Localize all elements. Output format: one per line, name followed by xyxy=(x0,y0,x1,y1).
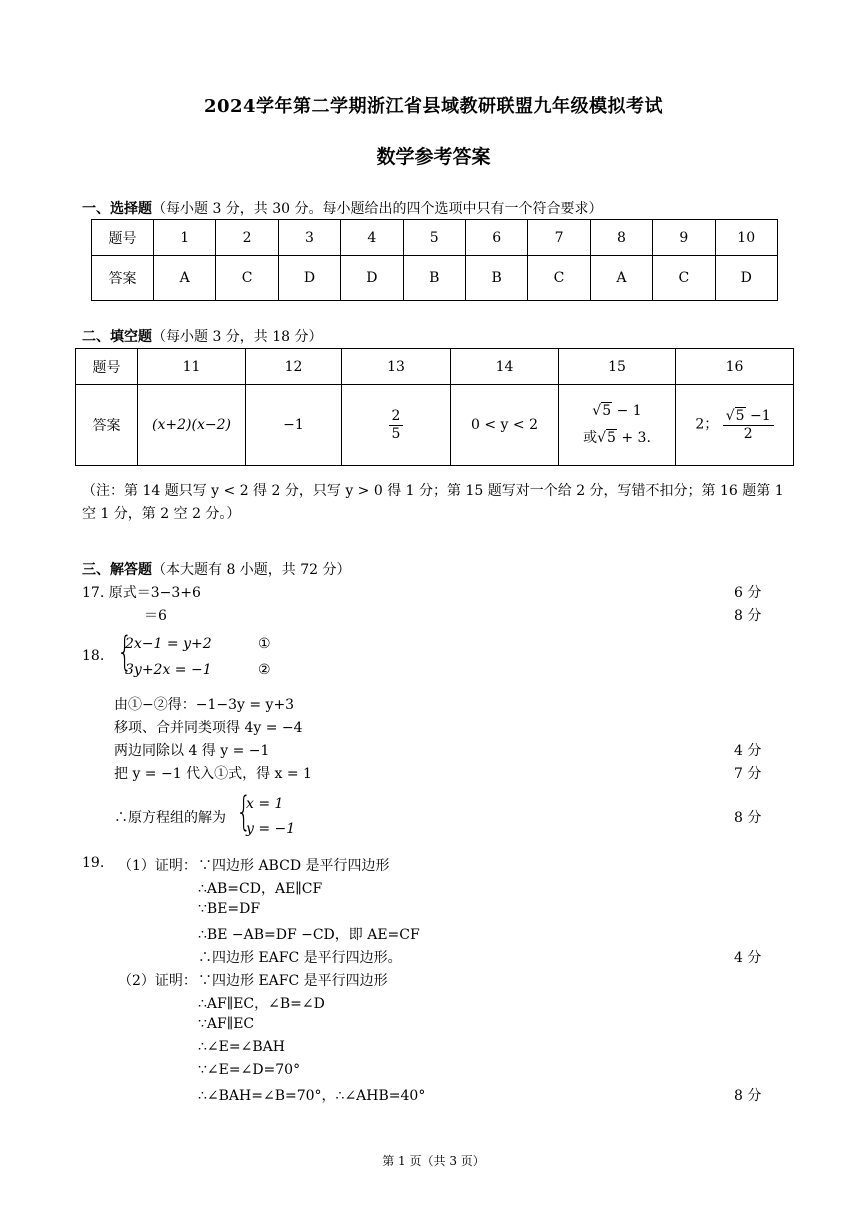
row-label-question: 题号 xyxy=(92,220,154,256)
q19-p1-line5: ∴四边形 EAFC 是平行四边形。 xyxy=(198,950,402,966)
sqrt: √5 xyxy=(597,430,616,446)
choice-number: 9 xyxy=(653,220,715,256)
q19-p2-line3: ∵AF∥EC xyxy=(198,1016,255,1032)
sqrt: √5 xyxy=(725,408,745,425)
fill-remark-line2: 空 1 分，第 2 空 2 分。） xyxy=(82,506,241,522)
numerator-rest: −1 xyxy=(745,408,771,425)
fill-number: 12 xyxy=(246,349,342,385)
section2-note: （每小题 3 分，共 18 分） xyxy=(152,329,323,345)
fraction xyxy=(723,408,774,441)
choice-answer: C xyxy=(216,256,278,301)
section2-heading xyxy=(82,326,323,346)
answer-16-first: 2； xyxy=(695,417,719,433)
q18-score4: 7 分 xyxy=(734,766,762,782)
q19-p2-line6: ∴∠BAH=∠B=70°，∴∠AHB=40° xyxy=(198,1088,426,1104)
q18-step5: ∴原方程组的解为 xyxy=(114,810,226,826)
page-title: 2024学年第二学期浙江省县域教研联盟九年级模拟考试 xyxy=(203,96,664,117)
choice-answer: C xyxy=(528,256,590,301)
fraction xyxy=(389,408,404,441)
sqrt: √5 xyxy=(592,403,612,420)
answer-15 xyxy=(559,385,676,466)
q19-part2-label: （2）证明： xyxy=(118,973,197,989)
fill-answer-row xyxy=(76,385,794,466)
fraction-denominator: 5 xyxy=(391,425,401,442)
fill-answer-table xyxy=(75,348,794,466)
q19-p2-line1: ∵四边形 EAFC 是平行四边形 xyxy=(198,973,388,989)
q18-eq2-tag: ② xyxy=(258,662,271,678)
section3-title: 三、解答题 xyxy=(82,562,152,578)
choice-answer: D xyxy=(341,256,403,301)
q18-step4: 把 y = −1 代入①式，得 x = 1 xyxy=(114,766,312,782)
q19-part1-label: （1）证明： xyxy=(118,858,197,874)
q18-label: 18. xyxy=(82,648,105,664)
answer-16 xyxy=(676,385,794,466)
choice-answer-row xyxy=(92,256,778,301)
q19-p2-line5: ∵∠E=∠D=70° xyxy=(198,1062,301,1078)
q18-eq1: 2x−1 = y+2 xyxy=(125,636,212,652)
row-label-answer: 答案 xyxy=(92,256,154,301)
section3-heading xyxy=(82,559,351,579)
q17-line2: ＝6 xyxy=(144,608,167,624)
row-label-answer: 答案 xyxy=(76,385,138,466)
choice-answer: B xyxy=(403,256,465,301)
answer-14: 0 < y < 2 xyxy=(451,385,559,466)
answer-15-line1 xyxy=(559,398,675,425)
q18-step2: 移项、合并同类项得 4y = −4 xyxy=(114,720,303,736)
choice-answer: A xyxy=(154,256,216,301)
q17-score1: 6 分 xyxy=(734,585,762,601)
q18-score3: 4 分 xyxy=(734,743,762,759)
choice-answer: B xyxy=(465,256,527,301)
page-footer: 第 1 页（共 3 页） xyxy=(382,1154,485,1168)
choice-answer: C xyxy=(653,256,715,301)
row-label-question: 题号 xyxy=(76,349,138,385)
choice-number: 6 xyxy=(465,220,527,256)
q18-eq2: 3y+2x = −1 xyxy=(125,662,212,678)
page-subtitle: 数学参考答案 xyxy=(376,146,491,168)
fill-number: 11 xyxy=(138,349,246,385)
section1-heading xyxy=(82,198,603,218)
fill-number: 14 xyxy=(451,349,559,385)
fill-number: 13 xyxy=(342,349,451,385)
choice-number: 5 xyxy=(403,220,465,256)
q17-score2: 8 分 xyxy=(734,608,762,624)
choice-number: 7 xyxy=(528,220,590,256)
fill-number: 15 xyxy=(559,349,676,385)
q18-eq1-tag: ① xyxy=(258,636,271,652)
equation-brace: { xyxy=(117,629,133,675)
radicand: 5 xyxy=(735,408,745,425)
choice-number: 10 xyxy=(715,220,777,256)
answer-11: (x+2)(x−2) xyxy=(138,385,246,466)
q19-p1-line3: ∵BE=DF xyxy=(198,901,261,917)
q19-p1-score: 4 分 xyxy=(734,950,762,966)
choice-number: 4 xyxy=(341,220,403,256)
choice-number-row xyxy=(92,220,778,256)
section2-title: 二、填空题 xyxy=(82,329,152,345)
section3-note: （本大题有 8 小题，共 72 分） xyxy=(152,562,351,578)
answer-12: −1 xyxy=(246,385,342,466)
fill-number-row xyxy=(76,349,794,385)
q19-p1-line4: ∴BE −AB=DF −CD，即 AE=CF xyxy=(198,927,420,943)
q18-step1: 由①−②得：−1−3y = y+3 xyxy=(114,697,295,713)
choice-number: 3 xyxy=(278,220,340,256)
answer-15-line2 xyxy=(559,425,675,452)
section1-title: 一、选择题 xyxy=(82,201,152,217)
choice-answer: A xyxy=(590,256,652,301)
q19-p1-line2: ∴AB=CD，AE∥CF xyxy=(198,881,323,897)
q19-p2-score: 8 分 xyxy=(734,1088,762,1104)
choice-answer-table xyxy=(91,219,778,301)
radicand: 5 xyxy=(607,430,616,446)
q18-score5: 8 分 xyxy=(734,810,762,826)
choice-number: 2 xyxy=(216,220,278,256)
solution-brace: { xyxy=(236,789,252,835)
fill-remark-line1: （注：第 14 题只写 y < 2 得 2 分，只写 y > 0 得 1 分；第 15 题写对一个给 2 分，写错不扣分；第 16 题第 1 xyxy=(82,483,784,499)
q19-label: 19. xyxy=(82,855,105,871)
choice-number: 1 xyxy=(154,220,216,256)
answer-13 xyxy=(342,385,451,466)
radicand: 5 xyxy=(602,403,612,420)
q17-line1: 17. 原式＝3−3+6 xyxy=(82,585,201,601)
choice-number: 8 xyxy=(590,220,652,256)
fraction-numerator: 2 xyxy=(389,408,404,425)
q18-sol2: y = −1 xyxy=(246,821,296,837)
fraction-numerator xyxy=(723,408,774,425)
fill-number: 16 xyxy=(676,349,794,385)
answer-15-line2-rest: + 3. xyxy=(616,430,651,446)
q19-p1-line1: ∵四边形 ABCD 是平行四边形 xyxy=(198,858,390,874)
q19-p2-line2: ∴AF∥EC，∠B=∠D xyxy=(198,996,325,1012)
answer-15-line1-rest: − 1 xyxy=(612,403,642,420)
q18-sol1: x = 1 xyxy=(246,796,284,812)
fraction-denominator: 2 xyxy=(743,425,753,442)
section1-note: （每小题 3 分，共 30 分。每小题给出的四个选项中只有一个符合要求） xyxy=(152,201,603,217)
choice-answer: D xyxy=(278,256,340,301)
answer-15-or: 或 xyxy=(583,430,598,446)
q18-step3: 两边同除以 4 得 y = −1 xyxy=(114,743,270,759)
choice-answer: D xyxy=(715,256,777,301)
q19-p2-line4: ∴∠E=∠BAH xyxy=(198,1039,285,1055)
